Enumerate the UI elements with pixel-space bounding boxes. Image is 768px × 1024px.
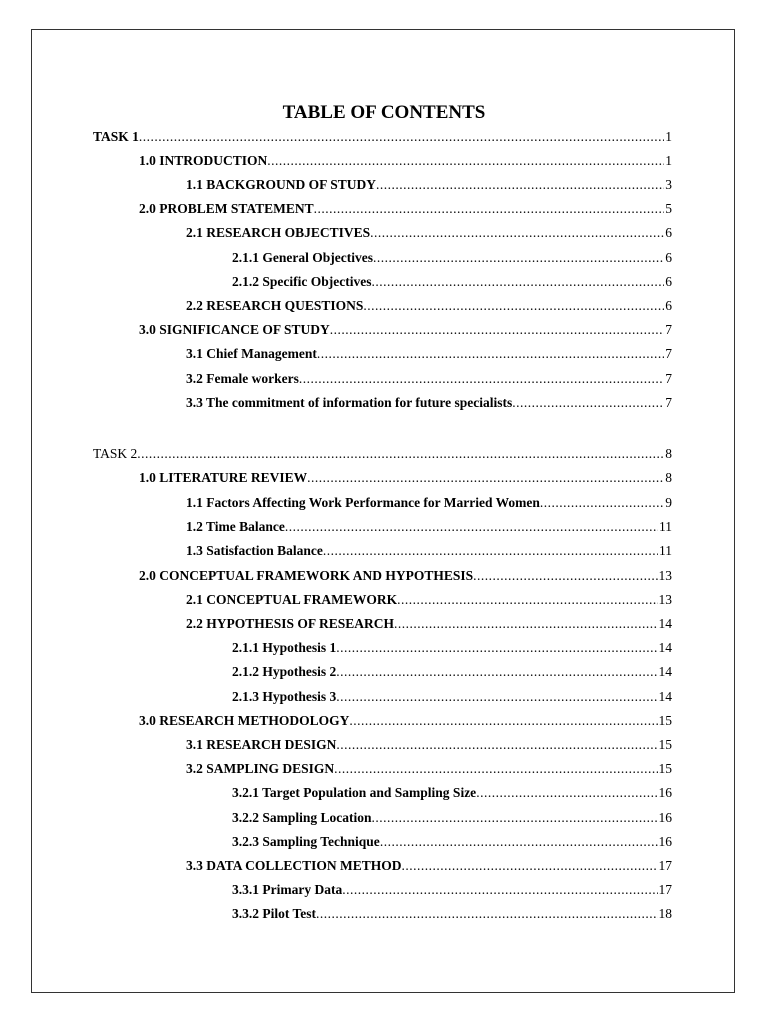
- toc-entry-label: TASK 1: [93, 129, 139, 144]
- toc-page-number: 7: [665, 322, 672, 337]
- dot-leader: [402, 858, 658, 874]
- toc-entry-label: 1.3 Satisfaction Balance: [186, 543, 323, 558]
- dot-leader: [342, 882, 657, 898]
- toc-page-number: 16: [658, 785, 672, 800]
- dot-leader: [380, 834, 658, 850]
- dot-leader: [299, 371, 664, 387]
- toc-page-number: 15: [658, 737, 672, 752]
- toc-page-number: 9: [665, 495, 672, 510]
- toc-entry-sampling-technique[interactable]: [232, 830, 672, 850]
- toc-entry-label: 2.0 CONCEPTUAL FRAMEWORK AND HYPOTHESIS: [139, 568, 474, 583]
- toc-entry-label: 2.1.3 Hypothesis 3: [232, 689, 337, 704]
- dot-leader: [476, 785, 657, 801]
- toc-page-number: 18: [658, 906, 672, 921]
- toc-entry-specific-objectives[interactable]: [232, 270, 672, 290]
- toc-entry-general-objectives[interactable]: [232, 246, 672, 266]
- dot-leader: [137, 446, 664, 462]
- toc-entry-label: 2.1 CONCEPTUAL FRAMEWORK: [186, 592, 398, 607]
- toc-entry-label: 1.1 Factors Affecting Work Performance for Married Women: [186, 495, 540, 510]
- dot-leader: [363, 298, 664, 314]
- toc-page-number: 14: [658, 616, 672, 631]
- toc-entry-label: 2.1.1 General Objectives: [232, 250, 373, 265]
- toc-page-number: 14: [658, 664, 672, 679]
- toc-entry-label: 1.1 BACKGROUND OF STUDY: [186, 177, 377, 192]
- toc-page-number: 14: [658, 689, 672, 704]
- toc-entry-label: 3.2.1 Target Population and Sampling Size: [232, 785, 477, 800]
- dot-leader: [285, 519, 658, 535]
- toc-page-number: 14: [658, 640, 672, 655]
- dot-leader: [336, 689, 657, 705]
- toc-entry-problem-statement[interactable]: [139, 197, 672, 217]
- dot-leader: [334, 761, 657, 777]
- toc-entry-commitment-of-information[interactable]: [186, 391, 672, 411]
- toc-entry-label: 3.0 RESEARCH METHODOLOGY: [139, 713, 350, 728]
- toc-entry-pilot-test[interactable]: [232, 902, 672, 922]
- toc-page-number: 3: [665, 177, 672, 192]
- dot-leader: [373, 250, 664, 266]
- dot-leader: [473, 568, 657, 584]
- dot-leader: [139, 129, 664, 145]
- dot-leader: [336, 737, 657, 753]
- toc-entry-label: 3.2 SAMPLING DESIGN: [186, 761, 335, 776]
- toc-entry-label: 2.1.2 Specific Objectives: [232, 274, 372, 289]
- toc-page-number: 17: [658, 858, 672, 873]
- toc-entry-significance-of-study[interactable]: [139, 318, 672, 338]
- toc-page-number: 13: [658, 592, 672, 607]
- toc-page-number: 1: [665, 129, 672, 144]
- toc-entry-label: 2.1 RESEARCH OBJECTIVES: [186, 225, 371, 240]
- toc-entry-label: 2.2 RESEARCH QUESTIONS: [186, 298, 364, 313]
- toc-entry-task-1[interactable]: [93, 125, 672, 145]
- toc-entry-primary-data[interactable]: [232, 878, 672, 898]
- toc-page-number: 15: [658, 761, 672, 776]
- toc-entry-research-methodology[interactable]: [139, 709, 672, 729]
- toc-title: TABLE OF CONTENTS: [282, 102, 486, 123]
- toc-entry-label: 1.0 INTRODUCTION: [139, 153, 268, 168]
- toc-entry-research-objectives[interactable]: [186, 221, 672, 241]
- toc-entry-hypothesis-2[interactable]: [232, 660, 672, 680]
- toc-entry-sampling-design[interactable]: [186, 757, 672, 777]
- dot-leader: [512, 395, 664, 411]
- dot-leader: [317, 346, 664, 362]
- toc-entry-label: 1.2 Time Balance: [186, 519, 285, 534]
- toc-entry-label: 3.3 DATA COLLECTION METHOD: [186, 858, 402, 873]
- dot-leader: [371, 274, 664, 290]
- toc-entry-label: 3.1 RESEARCH DESIGN: [186, 737, 337, 752]
- toc-entry-research-questions[interactable]: [186, 294, 672, 314]
- toc-entry-literature-review[interactable]: [139, 466, 672, 486]
- toc-entry-introduction[interactable]: [139, 149, 672, 169]
- dot-leader: [336, 640, 657, 656]
- toc-entry-label: 1.0 LITERATURE REVIEW: [139, 470, 308, 485]
- toc-page-number: 8: [665, 470, 672, 485]
- toc-entry-research-design[interactable]: [186, 733, 672, 753]
- toc-entry-time-balance[interactable]: [186, 515, 672, 535]
- toc-entry-hypothesis-1[interactable]: [232, 636, 672, 656]
- toc-entry-label: 3.0 SIGNIFICANCE OF STUDY: [139, 322, 330, 337]
- toc-entry-conceptual-framework-and-hypothesis[interactable]: [139, 564, 672, 584]
- toc-entry-hypothesis-3[interactable]: [232, 685, 672, 705]
- toc-page-number: 16: [658, 810, 672, 825]
- dot-leader: [316, 906, 657, 922]
- toc-entry-label: 3.2.3 Sampling Technique: [232, 834, 380, 849]
- toc-entry-label: 3.3.1 Primary Data: [232, 882, 343, 897]
- toc-entry-sampling-location[interactable]: [232, 806, 672, 826]
- dot-leader: [349, 713, 657, 729]
- toc-entry-chief-management[interactable]: [186, 342, 672, 362]
- dot-leader: [372, 810, 658, 826]
- dot-leader: [540, 495, 664, 511]
- toc-entry-target-population[interactable]: [232, 781, 672, 801]
- toc-page-number: 13: [658, 568, 672, 583]
- toc-page-number: 8: [665, 446, 672, 461]
- toc-entry-conceptual-framework[interactable]: [186, 588, 672, 608]
- toc-page-number: 1: [665, 153, 672, 168]
- toc-page-number: 6: [665, 225, 672, 240]
- toc-entry-female-workers[interactable]: [186, 367, 672, 387]
- toc-page-number: 15: [658, 713, 672, 728]
- toc-page-number: 7: [665, 395, 672, 410]
- toc-entry-data-collection-method[interactable]: [186, 854, 672, 874]
- toc-entry-label: 3.2 Female workers: [186, 371, 299, 386]
- dot-leader: [394, 616, 657, 632]
- toc-page-number: 6: [665, 298, 672, 313]
- toc-entry-background-of-study[interactable]: [186, 173, 672, 193]
- toc-page-number: 17: [658, 882, 672, 897]
- toc-entry-label: 3.3.2 Pilot Test: [232, 906, 317, 921]
- dot-leader: [307, 470, 664, 486]
- toc-entry-satisfaction-balance[interactable]: [186, 539, 672, 559]
- toc-entry-label: 3.2.2 Sampling Location: [232, 810, 372, 825]
- toc-entry-label: 2.1.2 Hypothesis 2: [232, 664, 337, 679]
- toc-page-number: 7: [665, 371, 672, 386]
- dot-leader: [397, 592, 657, 608]
- toc-entry-factors-affecting-work-performance[interactable]: [186, 491, 672, 511]
- toc-entry-hypothesis-of-research[interactable]: [186, 612, 672, 632]
- toc-page-number: 7: [665, 346, 672, 361]
- toc-page-number: 11: [659, 519, 672, 534]
- toc-entry-label: 3.1 Chief Management: [186, 346, 317, 361]
- dot-leader: [267, 153, 664, 169]
- dot-leader: [330, 322, 664, 338]
- toc-entry-task-2[interactable]: [93, 442, 672, 462]
- toc-page-number: 11: [659, 543, 672, 558]
- dot-leader: [376, 177, 664, 193]
- toc-page-number: 6: [665, 250, 672, 265]
- toc-page-number: 5: [665, 201, 672, 216]
- toc-entry-label: TASK 2: [93, 446, 138, 461]
- toc-entry-label: 2.0 PROBLEM STATEMENT: [139, 201, 314, 216]
- dot-leader: [323, 543, 658, 559]
- dot-leader: [314, 201, 665, 217]
- toc-page-number: 6: [665, 274, 672, 289]
- toc-entry-label: 3.3 The commitment of information for future specialists: [186, 395, 513, 410]
- toc-entry-label: 2.1.1 Hypothesis 1: [232, 640, 337, 655]
- dot-leader: [336, 664, 657, 680]
- toc-entry-label: 2.2 HYPOTHESIS OF RESEARCH: [186, 616, 395, 631]
- toc-page-number: 16: [658, 834, 672, 849]
- dot-leader: [370, 225, 664, 241]
